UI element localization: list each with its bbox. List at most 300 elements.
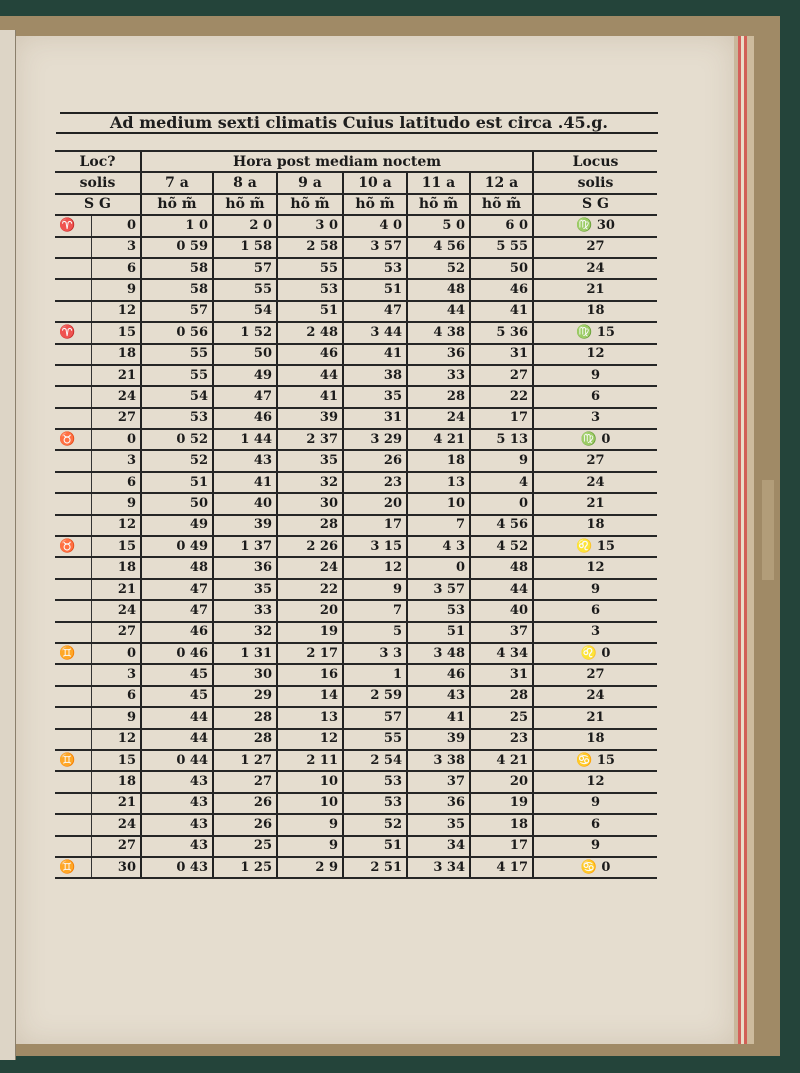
sg-right: S G (533, 194, 657, 215)
hour-value-cell: 13 (277, 707, 343, 728)
hour-value-cell: 55 (343, 729, 407, 750)
hour-value-cell: 3 57 (343, 237, 407, 258)
hour-value-cell: 3 34 (407, 857, 470, 878)
table-row (55, 450, 657, 471)
hour-12: 12 a (470, 172, 533, 193)
sign-cell: ♉ (55, 429, 91, 450)
hour-value-cell: 4 (470, 472, 533, 493)
hour-value-cell: 0 56 (141, 322, 213, 343)
hour-value-cell: 51 (277, 301, 343, 322)
sign-cell (55, 557, 91, 578)
hour-value-cell: 28 (213, 729, 277, 750)
degree-cell: 30 (91, 857, 141, 878)
header-row-3 (55, 194, 657, 215)
locus-cell: ♍ 0 (533, 429, 657, 450)
sign-cell (55, 450, 91, 471)
hour-value-cell: 39 (213, 515, 277, 536)
hour-value-cell: 1 52 (213, 322, 277, 343)
hour-value-cell: 9 (277, 814, 343, 835)
hour-value-cell: 3 57 (407, 579, 470, 600)
table-row (55, 429, 657, 450)
hour-value-cell: 3 44 (343, 322, 407, 343)
hour-value-cell: 4 38 (407, 322, 470, 343)
locus-label: Locus (533, 151, 657, 172)
sign-cell (55, 814, 91, 835)
hour-value-cell: 31 (343, 408, 407, 429)
hour-value-cell: 4 56 (407, 237, 470, 258)
hour-value-cell: 52 (407, 258, 470, 279)
title-rule-bottom (56, 132, 658, 134)
table-row (55, 579, 657, 600)
hour-value-cell: 41 (213, 472, 277, 493)
hour-value-cell: 5 55 (470, 237, 533, 258)
table-row (55, 472, 657, 493)
locus-cell: ♋ 15 (533, 750, 657, 771)
hour-value-cell: 53 (277, 279, 343, 300)
sign-cell: ♊ (55, 750, 91, 771)
hour-value-cell: 4 34 (470, 643, 533, 664)
locus-cell: 24 (533, 686, 657, 707)
hour-value-cell: 45 (141, 686, 213, 707)
hour-value-cell: 2 17 (277, 643, 343, 664)
hour-value-cell: 5 0 (407, 215, 470, 236)
hour-value-cell: 25 (470, 707, 533, 728)
sign-cell (55, 237, 91, 258)
degree-cell: 9 (91, 493, 141, 514)
table-row (55, 344, 657, 365)
hour-value-cell: 31 (470, 344, 533, 365)
hour-value-cell: 17 (343, 515, 407, 536)
ascension-table (55, 150, 657, 879)
locus-cell: ♌ 0 (533, 643, 657, 664)
hour-value-cell: 2 37 (277, 429, 343, 450)
hour-value-cell: 48 (141, 557, 213, 578)
degree-cell: 27 (91, 622, 141, 643)
hour-value-cell: 0 43 (141, 857, 213, 878)
hour-value-cell: 35 (213, 579, 277, 600)
locus-cell: 9 (533, 579, 657, 600)
locus-cell: 24 (533, 258, 657, 279)
degree-cell: 27 (91, 836, 141, 857)
degree-cell: 18 (91, 557, 141, 578)
hour-value-cell: 38 (343, 365, 407, 386)
sign-cell (55, 493, 91, 514)
hour-value-cell: 33 (407, 365, 470, 386)
hour-value-cell: 25 (213, 836, 277, 857)
locus-cell: ♋ 0 (533, 857, 657, 878)
hour-value-cell: 23 (470, 729, 533, 750)
hour-value-cell: 40 (213, 493, 277, 514)
locus-cell: 18 (533, 515, 657, 536)
hour-value-cell: 7 (343, 600, 407, 621)
hour-value-cell: 54 (213, 301, 277, 322)
locus-cell: 9 (533, 793, 657, 814)
hour-value-cell: 9 (343, 579, 407, 600)
hour-value-cell: 1 25 (213, 857, 277, 878)
hour-value-cell: 43 (141, 793, 213, 814)
sign-cell (55, 472, 91, 493)
locus-cell: 24 (533, 472, 657, 493)
hour-value-cell: 40 (470, 600, 533, 621)
hour-value-cell: 10 (277, 771, 343, 792)
hour-value-cell: 49 (141, 515, 213, 536)
hour-value-cell: 20 (277, 600, 343, 621)
hour-value-cell: 39 (277, 408, 343, 429)
sign-cell (55, 600, 91, 621)
hour-value-cell: 50 (470, 258, 533, 279)
hour-value-cell: 44 (470, 579, 533, 600)
hour-value-cell: 57 (343, 707, 407, 728)
locus-cell: 6 (533, 386, 657, 407)
degree-cell: 3 (91, 237, 141, 258)
hour-value-cell: 9 (277, 836, 343, 857)
hour-value-cell: 0 49 (141, 536, 213, 557)
sign-cell: ♊ (55, 643, 91, 664)
degree-cell: 3 (91, 664, 141, 685)
hour-value-cell: 44 (141, 729, 213, 750)
hour-value-cell: 51 (141, 472, 213, 493)
hour-value-cell: 16 (277, 664, 343, 685)
sign-cell (55, 386, 91, 407)
hour-value-cell: 2 54 (343, 750, 407, 771)
sg-left: S G (55, 194, 141, 215)
header-row-2 (55, 172, 657, 193)
locus-cell: 27 (533, 664, 657, 685)
page-tab (762, 480, 774, 580)
hour-value-cell: 37 (470, 622, 533, 643)
hour-value-cell: 55 (141, 344, 213, 365)
hour-value-cell: 30 (213, 664, 277, 685)
hour-10: 10 a (343, 172, 407, 193)
sign-cell (55, 515, 91, 536)
hour-value-cell: 46 (213, 408, 277, 429)
locus-cell: 18 (533, 301, 657, 322)
table-row (55, 365, 657, 386)
table-row (55, 536, 657, 557)
hour-value-cell: 43 (213, 450, 277, 471)
hour-value-cell: 20 (470, 771, 533, 792)
hour-value-cell: 1 37 (213, 536, 277, 557)
hour-value-cell: 7 (407, 515, 470, 536)
hour-value-cell: 24 (277, 557, 343, 578)
hour-value-cell: 0 52 (141, 429, 213, 450)
table-row (55, 750, 657, 771)
hour-value-cell: 41 (470, 301, 533, 322)
hour-value-cell: 43 (141, 836, 213, 857)
hour-value-cell: 47 (343, 301, 407, 322)
hour-value-cell: 50 (141, 493, 213, 514)
hour-value-cell: 52 (343, 814, 407, 835)
hour-value-cell: 37 (407, 771, 470, 792)
degree-cell: 12 (91, 729, 141, 750)
sign-cell (55, 622, 91, 643)
hour-value-cell: 12 (277, 729, 343, 750)
hour-value-cell: 10 (277, 793, 343, 814)
hour-value-cell: 57 (213, 258, 277, 279)
table-row (55, 729, 657, 750)
locus-cell: 12 (533, 557, 657, 578)
hour-value-cell: 41 (407, 707, 470, 728)
hour-value-cell: 46 (470, 279, 533, 300)
locus-cell: 6 (533, 600, 657, 621)
locus-cell: 3 (533, 622, 657, 643)
degree-cell: 27 (91, 408, 141, 429)
hora-label: Hora post mediam noctem (141, 151, 533, 172)
table-row (55, 814, 657, 835)
hour-value-cell: 4 56 (470, 515, 533, 536)
hour-value-cell: 1 44 (213, 429, 277, 450)
hour-value-cell: 4 52 (470, 536, 533, 557)
sign-cell: ♉ (55, 536, 91, 557)
hour-value-cell: 50 (213, 344, 277, 365)
sign-cell (55, 279, 91, 300)
hour-value-cell: 47 (213, 386, 277, 407)
hour-value-cell: 35 (407, 814, 470, 835)
degree-cell: 15 (91, 322, 141, 343)
hour-value-cell: 51 (343, 279, 407, 300)
facing-page-edge (0, 30, 16, 1060)
locus-cell: 21 (533, 279, 657, 300)
degree-cell: 18 (91, 771, 141, 792)
hour-value-cell: 49 (213, 365, 277, 386)
hour-8: 8 a (213, 172, 277, 193)
hour-value-cell: 57 (141, 301, 213, 322)
table-row (55, 258, 657, 279)
sign-cell (55, 408, 91, 429)
table-row (55, 836, 657, 857)
table-row (55, 857, 657, 878)
table-row (55, 301, 657, 322)
locus-cell: 27 (533, 450, 657, 471)
sign-cell (55, 365, 91, 386)
locus-cell: 21 (533, 493, 657, 514)
hour-value-cell: 46 (141, 622, 213, 643)
table-row (55, 515, 657, 536)
hour-value-cell: 53 (343, 258, 407, 279)
hour-value-cell: 5 36 (470, 322, 533, 343)
hour-value-cell: 3 38 (407, 750, 470, 771)
hour-value-cell: 55 (141, 365, 213, 386)
hour-value-cell: 18 (407, 450, 470, 471)
table-row (55, 686, 657, 707)
hour-value-cell: 55 (213, 279, 277, 300)
hour-value-cell: 46 (277, 344, 343, 365)
hour-value-cell: 4 0 (343, 215, 407, 236)
hour-value-cell: 36 (213, 557, 277, 578)
hour-value-cell: 52 (141, 450, 213, 471)
hour-value-cell: 19 (277, 622, 343, 643)
header-row-1 (55, 151, 657, 172)
table-row (55, 600, 657, 621)
table-row (55, 664, 657, 685)
table-row (55, 493, 657, 514)
sign-cell (55, 344, 91, 365)
degree-cell: 18 (91, 344, 141, 365)
hour-value-cell: 6 0 (470, 215, 533, 236)
hour-value-cell: 3 0 (277, 215, 343, 236)
hour-value-cell: 43 (141, 814, 213, 835)
hour-value-cell: 47 (141, 579, 213, 600)
degree-cell: 15 (91, 536, 141, 557)
hm-12: hõ m̃ (470, 194, 533, 215)
hour-value-cell: 22 (470, 386, 533, 407)
hour-value-cell: 1 27 (213, 750, 277, 771)
hour-value-cell: 33 (213, 600, 277, 621)
sign-cell: ♊ (55, 857, 91, 878)
hm-11: hõ m̃ (407, 194, 470, 215)
degree-cell: 24 (91, 600, 141, 621)
hour-value-cell: 26 (343, 450, 407, 471)
table-row (55, 279, 657, 300)
hour-value-cell: 46 (407, 664, 470, 685)
hour-value-cell: 23 (343, 472, 407, 493)
hour-9: 9 a (277, 172, 343, 193)
hour-value-cell: 28 (213, 707, 277, 728)
locus-cell: 18 (533, 729, 657, 750)
hour-value-cell: 19 (470, 793, 533, 814)
hour-value-cell: 1 (343, 664, 407, 685)
hour-value-cell: 36 (407, 344, 470, 365)
hour-11: 11 a (407, 172, 470, 193)
loc-label: Loc? (55, 151, 141, 172)
hour-value-cell: 47 (141, 600, 213, 621)
table-row (55, 707, 657, 728)
hour-value-cell: 28 (277, 515, 343, 536)
hour-value-cell: 58 (141, 258, 213, 279)
sign-cell (55, 771, 91, 792)
hour-value-cell: 41 (343, 344, 407, 365)
locus-cell: 21 (533, 707, 657, 728)
hour-value-cell: 43 (141, 771, 213, 792)
hour-value-cell: 48 (470, 557, 533, 578)
page-red-edge (734, 36, 754, 1044)
hour-value-cell: 1 0 (141, 215, 213, 236)
hour-value-cell: 17 (470, 836, 533, 857)
degree-cell: 6 (91, 258, 141, 279)
hour-value-cell: 4 3 (407, 536, 470, 557)
hour-value-cell: 0 (407, 557, 470, 578)
hour-value-cell: 2 58 (277, 237, 343, 258)
hour-value-cell: 1 58 (213, 237, 277, 258)
hour-value-cell: 54 (141, 386, 213, 407)
hour-value-cell: 13 (407, 472, 470, 493)
hour-value-cell: 51 (407, 622, 470, 643)
hour-value-cell: 0 44 (141, 750, 213, 771)
sign-cell: ♈ (55, 215, 91, 236)
hour-value-cell: 35 (343, 386, 407, 407)
hour-value-cell: 20 (343, 493, 407, 514)
hour-value-cell: 44 (277, 365, 343, 386)
degree-cell: 9 (91, 707, 141, 728)
hm-7: hõ m̃ (141, 194, 213, 215)
hour-value-cell: 35 (277, 450, 343, 471)
hour-value-cell: 0 (470, 493, 533, 514)
sign-cell (55, 579, 91, 600)
table-row (55, 771, 657, 792)
locus-cell: ♌ 15 (533, 536, 657, 557)
hour-value-cell: 3 29 (343, 429, 407, 450)
hour-value-cell: 27 (213, 771, 277, 792)
hour-value-cell: 28 (407, 386, 470, 407)
hour-value-cell: 44 (407, 301, 470, 322)
hour-value-cell: 58 (141, 279, 213, 300)
hm-10: hõ m̃ (343, 194, 407, 215)
hour-value-cell: 26 (213, 814, 277, 835)
hour-value-cell: 17 (470, 408, 533, 429)
hour-value-cell: 12 (343, 557, 407, 578)
table-row (55, 408, 657, 429)
hour-value-cell: 55 (277, 258, 343, 279)
hour-value-cell: 4 21 (470, 750, 533, 771)
sign-cell: ♈ (55, 322, 91, 343)
hour-value-cell: 14 (277, 686, 343, 707)
hour-value-cell: 28 (470, 686, 533, 707)
sign-cell (55, 664, 91, 685)
locus-cell: ♍ 15 (533, 322, 657, 343)
hour-value-cell: 31 (470, 664, 533, 685)
hour-value-cell: 2 11 (277, 750, 343, 771)
hm-8: hõ m̃ (213, 194, 277, 215)
sign-cell (55, 707, 91, 728)
hour-value-cell: 3 3 (343, 643, 407, 664)
locus-cell: ♍ 30 (533, 215, 657, 236)
hour-value-cell: 3 15 (343, 536, 407, 557)
table-row (55, 322, 657, 343)
table-row (55, 215, 657, 236)
hour-value-cell: 44 (141, 707, 213, 728)
locus-cell: 3 (533, 408, 657, 429)
hour-value-cell: 2 59 (343, 686, 407, 707)
degree-cell: 12 (91, 301, 141, 322)
table-row (55, 386, 657, 407)
hour-value-cell: 4 17 (470, 857, 533, 878)
table-row (55, 793, 657, 814)
degree-cell: 21 (91, 365, 141, 386)
sign-cell (55, 258, 91, 279)
degree-cell: 24 (91, 386, 141, 407)
hour-value-cell: 0 59 (141, 237, 213, 258)
hour-value-cell: 36 (407, 793, 470, 814)
sign-cell (55, 686, 91, 707)
table-row (55, 643, 657, 664)
hour-value-cell: 43 (407, 686, 470, 707)
locus-cell: 12 (533, 771, 657, 792)
sign-cell (55, 793, 91, 814)
degree-cell: 3 (91, 450, 141, 471)
hour-value-cell: 2 48 (277, 322, 343, 343)
hour-value-cell: 5 13 (470, 429, 533, 450)
hour-value-cell: 2 51 (343, 857, 407, 878)
sign-cell (55, 836, 91, 857)
sign-cell (55, 729, 91, 750)
hour-value-cell: 41 (277, 386, 343, 407)
locus-cell: 6 (533, 814, 657, 835)
hour-value-cell: 2 26 (277, 536, 343, 557)
sign-cell (55, 301, 91, 322)
degree-cell: 12 (91, 515, 141, 536)
solis-left: solis (55, 172, 141, 193)
hour-value-cell: 24 (407, 408, 470, 429)
hour-value-cell: 53 (343, 771, 407, 792)
hour-value-cell: 10 (407, 493, 470, 514)
hour-value-cell: 51 (343, 836, 407, 857)
solis-right: solis (533, 172, 657, 193)
hm-9: hõ m̃ (277, 194, 343, 215)
hour-value-cell: 53 (407, 600, 470, 621)
degree-cell: 0 (91, 215, 141, 236)
hour-value-cell: 30 (277, 493, 343, 514)
hour-value-cell: 29 (213, 686, 277, 707)
